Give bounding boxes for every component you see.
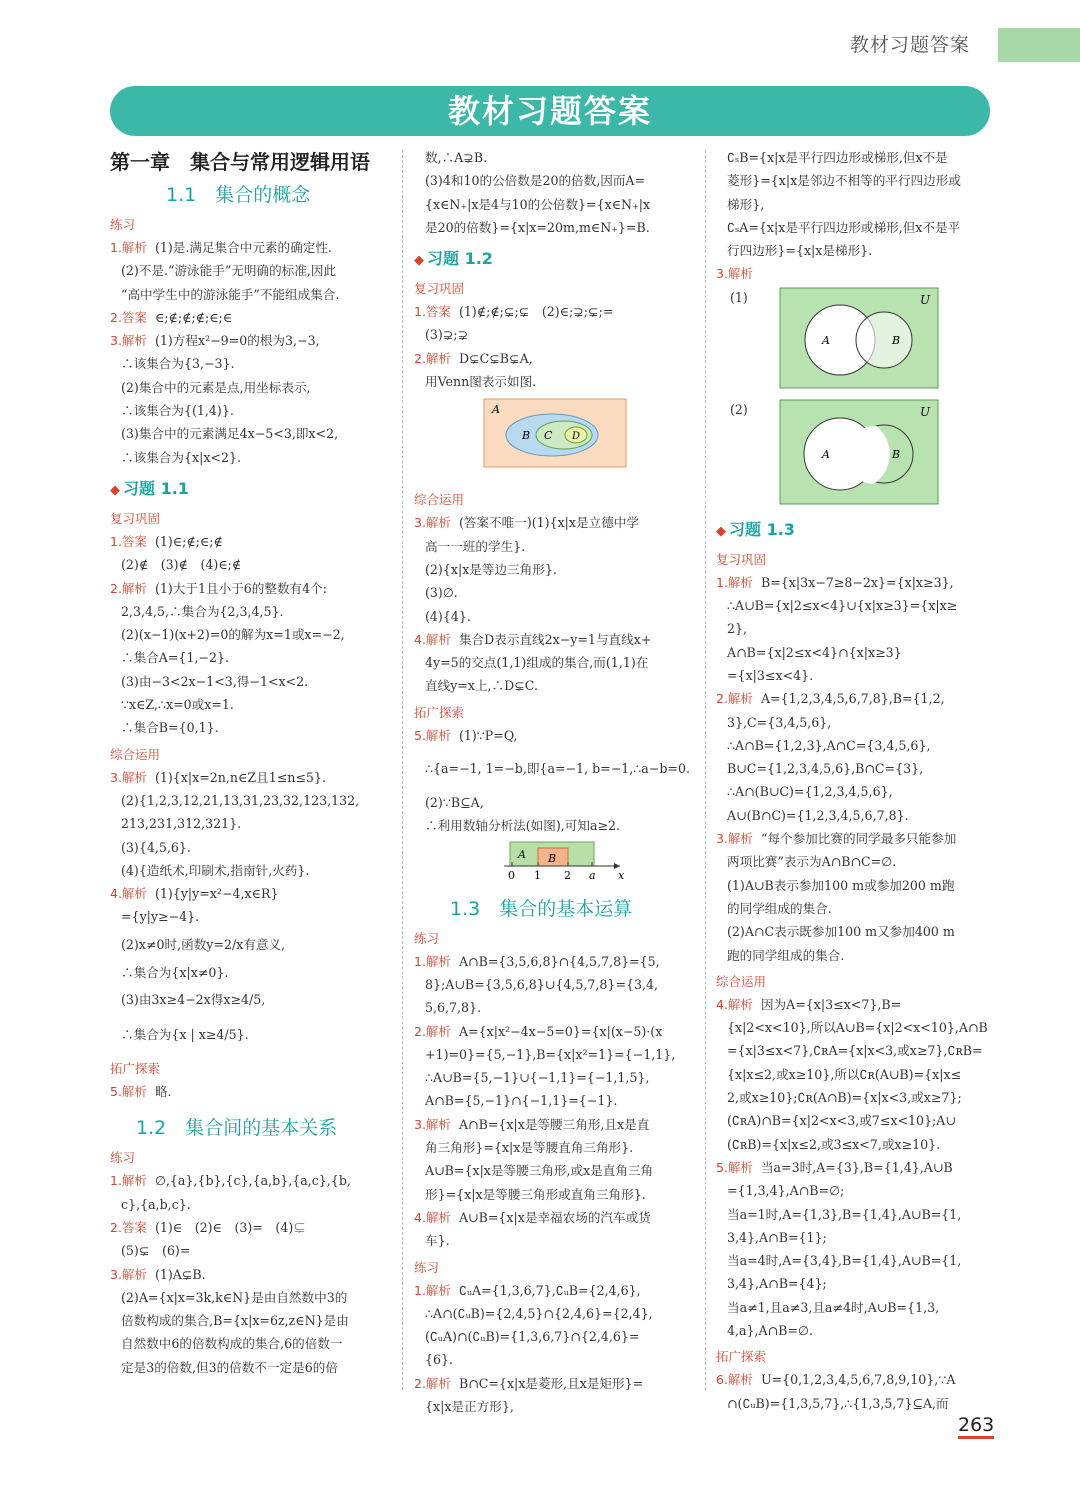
running-head: 教材习题答案	[850, 34, 971, 56]
page-banner: 教材习题答案	[110, 86, 990, 136]
answer-text: A∩B={x|x是等腰三角形,且x是直	[458, 1116, 650, 1132]
answer-text: c},{a,b,c}.	[121, 1196, 191, 1212]
answer-text: ∴集合B={0,1}.	[121, 720, 219, 736]
answer-text: 当a≠1,且a≠3,且a≠4时,A∪B={1,3,	[727, 1299, 940, 1315]
answer-text: (3)由−3<2x−1<3,得−1<x<2.	[121, 673, 309, 689]
answer-text: ∴利用数轴分析法(如图),可知a≥2.	[425, 818, 621, 834]
answer-label: 5.解析	[110, 1084, 147, 1100]
venn-nested-svg	[414, 393, 692, 485]
figure-label-1: (1)	[730, 289, 748, 305]
answer-text: (3)∅.	[425, 585, 458, 601]
subsection-label: 拓广探索	[110, 1061, 161, 1077]
venn-diagram-nested	[414, 393, 692, 485]
answer-text: 用Venn图表示如图.	[425, 374, 537, 390]
set-b-circle	[856, 312, 912, 368]
answer-text: (1)A∪B表示参加100 m或参加200 m跑	[727, 877, 955, 893]
answer-text: 因为A={x|3≤x<7},B=	[760, 996, 902, 1012]
answer-label: 3.解析	[716, 266, 753, 282]
answer-text: (2)不是.“游泳能手”无明确的标准,因此	[121, 263, 337, 279]
answer-text: {x∈N₊|x是4与10的公倍数}={x∈N₊|x	[425, 196, 651, 212]
answer-text: 自然数中6的倍数构成的集合,6的倍数一	[121, 1336, 343, 1352]
answer-text: (5)⊊ (6)=	[121, 1243, 191, 1259]
answer-text: 2,3,4,5,∴集合为{2,3,4,5}.	[121, 603, 284, 619]
answer-text: (1)方程x²−9=0的根为3,−3,	[154, 333, 320, 349]
answer-label: 1.答案	[110, 533, 147, 549]
subsection-label: 复习巩固	[716, 551, 767, 567]
set-a-label: A	[822, 333, 830, 347]
answer-text: D⊊C⊊B⊊A,	[458, 350, 533, 366]
answer-text: (1)∈ (2)∈ (3)= (4)⊊	[154, 1219, 306, 1235]
answer-text: ∁ₛB={x|x是平行四边形或梯形,但x不是	[727, 150, 948, 165]
answer-text: (∁ᵤA)∩(∁ᵤB)={1,3,6,7}∩{2,4,6}=	[425, 1329, 640, 1345]
answer-text: ∴{a=−1, 1=−b,即{a=−1, b=−1,∴a−b=0.	[425, 761, 690, 777]
subsection-label: 综合运用	[110, 746, 161, 762]
answer-label: 1.答案	[414, 304, 451, 320]
subsection-label: 练习	[414, 1259, 440, 1275]
answer-text: (1)是.满足集合中元素的确定性.	[154, 240, 332, 255]
venn-diagram-1	[716, 286, 992, 394]
answer-text: 4,a},A∩B=∅.	[727, 1322, 813, 1338]
figure-label-2: (2)	[730, 401, 748, 417]
answer-text: {x|2<x<10},所以A∪B={x|2<x<10},A∩B	[727, 1020, 988, 1036]
number-line-figure	[414, 838, 692, 884]
column-2	[414, 146, 692, 1418]
answer-text: ∴A∩B={1,2,3},A∩C={3,4,5,6},	[727, 737, 931, 753]
set-c-label: C	[544, 429, 553, 443]
page-number: 263	[958, 1414, 994, 1439]
tick-label-0: 0	[508, 868, 515, 882]
answer-label: 2.答案	[110, 1219, 147, 1235]
answer-text: ∩(∁ᵤB)={1,3,5,7},∴{1,3,5,7}⊆A,而	[727, 1395, 949, 1411]
set-d-label: D	[572, 431, 581, 443]
answer-label: 4.解析	[716, 996, 753, 1012]
answer-text: (3)4和10的公倍数是20的倍数,因而A=	[425, 173, 646, 189]
answer-label: 3.解析	[110, 1266, 147, 1282]
answer-text: 当a=1时,A={1,3},B={1,4},A∪B={1,	[727, 1206, 962, 1222]
answer-text: ∈;∉;∉;∉;∈;∈	[154, 309, 233, 325]
answer-text: 当a=3时,A={3},B={1,4},A∪B	[760, 1159, 953, 1175]
answer-text: 3,4},A∩B={4};	[727, 1276, 827, 1292]
answer-text: (2)集合中的元素是点,用坐标表示,	[121, 379, 311, 395]
section-title-1-1: 1.1 集合的概念	[166, 184, 311, 206]
answer-text: A∩B={5,−1}∩{−1,1}={−1}.	[425, 1093, 618, 1109]
answer-label: 2.解析	[110, 580, 147, 596]
answer-text: +1)=0}={5,−1},B={x|x²=1}={−1,1},	[425, 1046, 676, 1062]
corner-tab	[998, 28, 1080, 62]
answer-text: (2)x≠0时,函数y=2/x有意义,	[121, 936, 286, 952]
subsection-label: 练习	[110, 1150, 136, 1166]
answer-text: (4){4}.	[425, 608, 471, 624]
answer-text: 高一一班的学生}.	[425, 538, 526, 554]
answer-text: (2)∉ (3)∉ (4)∈;∉	[121, 557, 242, 573]
answer-text: (3)集合中的元素满足4x−5<3,即x<2,	[121, 426, 339, 442]
answer-text: 车}.	[425, 1233, 450, 1249]
answer-text: {x|x是正方形},	[425, 1398, 514, 1414]
answer-label: 5.解析	[414, 727, 451, 743]
diamond-icon: ◆	[414, 253, 424, 269]
answer-text: U={0,1,2,3,4,5,6,7,8,9,10},∵A	[760, 1372, 956, 1388]
answer-text: ∴A∪B={5,−1}∪{−1,1}={−1,1,5},	[425, 1070, 650, 1086]
answer-text: ∴A∩(∁ᵤB)={2,4,5}∩{2,4,6}={2,4},	[425, 1305, 653, 1321]
answer-text: A∪(B∩C)={1,2,3,4,5,6,7,8}.	[727, 807, 909, 823]
answer-label: 4.解析	[414, 631, 451, 647]
answer-text: (1){x|x=2n,n∈Z且1≤n≤5}.	[154, 769, 326, 785]
answer-text: 213,231,312,321}.	[121, 816, 242, 832]
answer-text: (1)∉;∉;⊊;⊊ (2)∈;⊋;⊊;=	[458, 304, 614, 320]
answer-label: 3.解析	[414, 1116, 451, 1132]
column-3	[716, 146, 992, 1415]
answer-label: 1.解析	[414, 1282, 451, 1298]
set-u-label: U	[920, 292, 931, 307]
tick-label-a: a	[589, 868, 596, 882]
answer-text: 4y=5的交点(1,1)组成的集合,而(1,1)在	[425, 655, 649, 671]
column-1	[110, 146, 390, 1379]
exercise-heading: ◆ 习题 1.2	[414, 249, 493, 269]
answer-text: ={x|3≤x<4}.	[727, 667, 814, 683]
subsection-label: 复习巩固	[414, 281, 465, 297]
diamond-icon: ◆	[110, 482, 120, 498]
answer-text: 倍数构成的集合,B={x|x=6z,z∈N}是由	[121, 1313, 349, 1329]
answer-text: ∁ₛA={x|x是平行四边形或梯形,但x不是平	[727, 219, 961, 235]
answer-label: 2.解析	[716, 691, 753, 707]
answer-label: 5.解析	[716, 1159, 753, 1175]
answer-label: 6.解析	[716, 1372, 753, 1388]
subsection-label: 拓广探索	[716, 1349, 767, 1365]
answer-text: 角三角形}={x|x是等腰直角三角形}.	[425, 1140, 634, 1156]
answer-text: (1)大于1且小于6的整数有4个:	[154, 580, 327, 596]
answer-label: 2.解析	[414, 1375, 451, 1391]
answer-text: (∁ʀA)∩B={x|2<x<3,或7≤x<10};A∪	[727, 1113, 956, 1129]
answer-text: (2){1,2,3,12,21,13,31,23,32,123,132,	[121, 792, 360, 808]
answer-text: ∴该集合为{x|x<2}.	[121, 449, 242, 465]
subsection-label: 复习巩固	[110, 510, 161, 526]
answer-text: 形}={x|x是等腰三角形或直角三角形}.	[425, 1186, 646, 1202]
answer-text: ={x|3≤x<7},∁ʀA={x|x<3,或x≥7},∁ʀB=	[727, 1043, 983, 1059]
subsection-label: 综合运用	[716, 973, 767, 989]
answer-text: A={1,2,3,4,5,6,7,8},B={1,2,	[760, 691, 945, 707]
answer-text: ={1,3,4},A∩B=∅;	[727, 1183, 845, 1199]
section-title-1-2: 1.2 集合间的基本关系	[136, 1117, 338, 1140]
answer-text: (3){4,5,6}.	[121, 839, 191, 855]
answer-text: “高中学生中的游泳能手”不能组成集合.	[121, 286, 340, 302]
answer-label: 4.解析	[110, 886, 147, 902]
answer-text: 两项比赛”表示为A∩B∩C=∅.	[727, 854, 897, 870]
answer-text: (3)⊋;⊋	[425, 327, 469, 343]
column-divider	[705, 150, 706, 1390]
set-u-label: U	[920, 404, 931, 419]
answer-label: 1.解析	[716, 574, 753, 590]
answer-text: 集合D表示直线2x−y=1与直线x+	[458, 631, 652, 647]
subsection-label: 练习	[110, 217, 136, 232]
set-a-label: A	[822, 447, 830, 461]
answer-text: (2)A={x|x=3k,k∈N}是由自然数中3的	[121, 1289, 348, 1305]
set-a-label: A	[518, 847, 526, 861]
answer-text: ∴该集合为{(1,4)}.	[121, 403, 234, 419]
answer-text: {x|x≤2,或x≥10},所以∁ʀ(A∪B)={x|x≤	[727, 1066, 962, 1082]
answer-text: A∩B={x|2≤x<4}∩{x|x≥3}	[727, 644, 902, 660]
answer-text: B∩C={x|x是菱形,且x是矩形}=	[458, 1375, 644, 1391]
answer-text: 的同学组成的集合.	[727, 900, 832, 916]
venn-1-svg	[716, 286, 992, 394]
subsection-label: 综合运用	[414, 492, 465, 508]
answer-text: ∅,{a},{b},{c},{a,b},{a,c},{b,	[154, 1173, 351, 1189]
answer-text: 3,4},A∩B={1};	[727, 1229, 827, 1245]
answer-text: (4){造纸术,印刷术,指南针,火药}.	[121, 862, 310, 878]
set-b-label: B	[892, 447, 901, 461]
answer-text: (3)由3x≥4−2x得x≥4/5,	[121, 992, 266, 1008]
answer-text: 当a=4时,A={3,4},B={1,4},A∪B={1,	[727, 1253, 962, 1269]
answer-text: ∁ᵤA={1,3,6,7},∁ᵤB={2,4,6},	[458, 1282, 641, 1298]
answer-text: ∴A∪B={x|2≤x<4}∪{x|x≥3}={x|x≥	[727, 598, 958, 614]
answer-text: 梯形},	[727, 196, 765, 212]
exercise-heading: ◆ 习题 1.3	[716, 519, 795, 539]
answer-text: 是20的倍数}={x|x=20m,m∈N₊}=B.	[425, 219, 650, 235]
answer-text: 2},	[727, 621, 748, 637]
answer-label: 2.解析	[414, 350, 451, 366]
answer-text: 菱形}={x|x是邻边不相等的平行四边形或	[727, 173, 961, 189]
answer-label: 3.解析	[110, 333, 147, 349]
answer-text: ={y|y≥−4}.	[121, 909, 200, 925]
venn-2-svg	[716, 398, 992, 508]
answer-text: ∴集合为{x | x≥4/5}.	[121, 1027, 249, 1043]
answer-label: 3.解析	[110, 769, 147, 785]
answer-text: 直线y=x上,∴D⊊C.	[425, 678, 538, 694]
answer-label: 1.解析	[110, 1173, 147, 1189]
answer-label: 1.解析	[110, 240, 147, 255]
answer-text: A∪B={x|x是等腰三角形,或x是直角三角	[425, 1163, 654, 1179]
answer-text: “每个参加比赛的同学最多只能参加	[760, 831, 957, 847]
set-b-label: B	[548, 851, 557, 865]
answer-label: 3.解析	[414, 515, 451, 531]
column-divider	[402, 150, 403, 1390]
answer-text: A={x|x²−4x−5=0}={x|(x−5)·(x	[458, 1023, 663, 1039]
axis-label-x: x	[618, 868, 625, 882]
subsection-label: 拓广探索	[414, 704, 465, 720]
answer-text: 略.	[154, 1084, 172, 1100]
answer-text: ∴A∩(B∪C)={1,2,3,4,5,6},	[727, 784, 893, 800]
tick-label-1: 1	[534, 868, 541, 882]
answer-text: 行四边形}={x|x是梯形}.	[727, 243, 873, 259]
answer-text: 2,或x≥10};∁ʀ(A∩B)={x|x<3,或x≥7};	[727, 1090, 962, 1106]
section-title-1-3: 1.3 集合的基本运算	[450, 897, 633, 920]
answer-label: 3.解析	[716, 831, 753, 847]
chapter-title: 第一章 集合与常用逻辑用语	[110, 150, 370, 174]
number-line-svg	[414, 838, 692, 884]
answer-text: B={x|3x−7≥8−2x}={x|x≥3},	[760, 574, 954, 590]
answer-text: (答案不唯一)(1){x|x是立德中学	[458, 515, 640, 531]
answer-label: 1.解析	[414, 953, 451, 969]
answer-text: A∩B={3,5,6,8}∩{4,5,7,8}={5,	[458, 953, 660, 969]
answer-text: 8};A∪B={3,5,6,8}∪{4,5,7,8}={3,4,	[425, 976, 659, 992]
answer-text: ∵x∈Z,∴x=0或x=1.	[121, 697, 234, 713]
tick-label-2: 2	[564, 868, 571, 882]
answer-text: (1)∈;∉;∈;∉	[154, 533, 223, 549]
answer-text: B∪C={1,2,3,4,5,6},B∩C={3},	[727, 761, 924, 777]
answer-text: (2){x|x是等边三角形}.	[425, 561, 557, 577]
answer-text: ∴该集合为{3,−3}.	[121, 356, 235, 372]
answer-text: ∴集合A={1,−2}.	[121, 650, 230, 666]
subsection-label: 练习	[414, 930, 440, 946]
answer-text: (∁ʀB)={x|x≤2,或3≤x<7,或x≥10}.	[727, 1136, 941, 1152]
answer-text: 5,6,7,8}.	[425, 1000, 482, 1016]
answer-text: (1){y|y=x²−4,x∈R}	[154, 886, 279, 902]
answer-text: 定是3的倍数,但3的倍数不一定是6的倍	[121, 1359, 338, 1375]
set-a-label: A	[492, 403, 500, 417]
answer-text: A∪B={x|x是幸福农场的汽车或货	[458, 1209, 651, 1225]
answer-label: 4.解析	[414, 1209, 451, 1225]
answer-text: (2)(x−1)(x+2)=0的解为x=1或x=−2,	[121, 627, 345, 643]
answer-text: (1)∵P=Q,	[458, 727, 518, 743]
set-b-label: B	[522, 429, 531, 443]
answer-text: 数,∴A⊋B.	[425, 150, 488, 165]
answer-text: ∴集合为{x|x≠0}.	[121, 964, 229, 980]
set-b-label: B	[892, 333, 901, 347]
venn-diagram-2	[716, 398, 992, 510]
answer-label: 2.答案	[110, 309, 147, 325]
answer-text: (2)A∩C表示既参加100 m又参加400 m	[727, 924, 955, 940]
exercise-heading: ◆ 习题 1.1	[110, 478, 189, 498]
answer-text: 3},C={3,4,5,6},	[727, 714, 832, 730]
answer-text: (2)∵B⊆A,	[425, 795, 484, 811]
answer-text: (1)A⊊B.	[154, 1266, 206, 1282]
answer-text: 跑的同学组成的集合.	[727, 947, 845, 963]
diamond-icon: ◆	[716, 523, 726, 539]
answer-label: 2.解析	[414, 1023, 451, 1039]
answer-text: {6}.	[425, 1352, 454, 1368]
